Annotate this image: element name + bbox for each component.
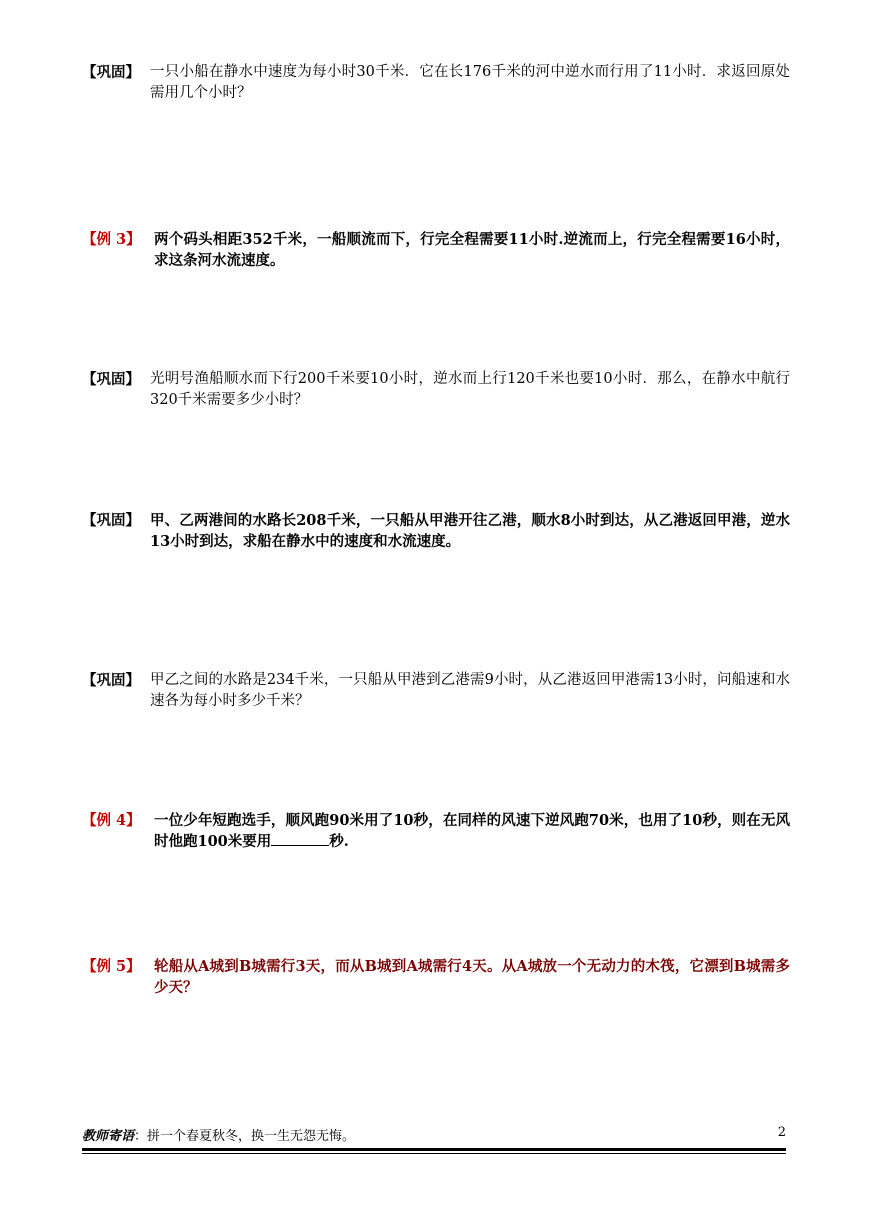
problem-consolidate-4 [82, 670, 790, 712]
footer-label: 教师寄语 [82, 1129, 135, 1144]
footer-rule-thin [82, 1153, 786, 1154]
problem-tag: 【例 3】 [82, 231, 141, 248]
answer-blank [271, 831, 329, 846]
footer-motto: 拼一个春夏秋冬，换一生无怨无悔。 [147, 1129, 356, 1144]
problem-example-4 [82, 810, 790, 852]
problem-consolidate-1 [82, 62, 790, 104]
problem-tag: 【巩固】 [82, 512, 140, 529]
problem-example-5 [82, 956, 790, 998]
problem-text: 轮船从A城到B城需行3天，而从B城到A城需行4天。从A城放一个无动力的木筏，它漂到B城需多少天？ [154, 958, 790, 996]
problem-text [154, 810, 790, 852]
problem-text: 一只小船在静水中速度为每小时30千米．它在长176千米的河中逆水而行用了11小时．求返回原处需用几个小时？ [150, 64, 790, 101]
problem-text-after: 秒. [329, 833, 349, 850]
page-number: 2 [777, 1125, 786, 1140]
problem-tag: 【例 4】 [82, 812, 141, 829]
problem-consolidate-2 [82, 369, 790, 411]
footer-rule-thick [82, 1148, 786, 1151]
page-footer [82, 1125, 786, 1144]
problem-tag: 【巩固】 [82, 64, 140, 81]
footer-colon: ： [134, 1129, 148, 1144]
problem-tag: 【巩固】 [82, 371, 140, 388]
problem-text: 甲乙之间的水路是234千米，一只船从甲港到乙港需9小时，从乙港返回甲港需13小时，问船速和水速各为每小时多少千米？ [150, 672, 790, 709]
problem-tag: 【例 5】 [82, 958, 141, 975]
problem-consolidate-3 [82, 510, 790, 552]
problem-tag: 【巩固】 [82, 672, 140, 689]
problem-text: 两个码头相距352千米，一船顺流而下，行完全程需要11小时.逆流而上，行完全程需要16小时，求这条河水流速度。 [154, 231, 790, 269]
problem-text-before: 一位少年短跑选手，顺风跑90米用了10秒，在同样的风速下逆风跑70米，也用了10秒，则在无风时他跑100米要用 [154, 812, 790, 850]
problem-text: 光明号渔船顺水而下行200千米要10小时，逆水而上行120千米也要10小时．那么，在静水中航行320千米需要多少小时？ [150, 371, 790, 408]
problem-example-3 [82, 229, 790, 271]
problem-text: 甲、乙两港间的水路长208千米，一只船从甲港开往乙港，顺水8小时到达，从乙港返回甲港，逆水13小时到达，求船在静水中的速度和水流速度。 [150, 512, 790, 550]
